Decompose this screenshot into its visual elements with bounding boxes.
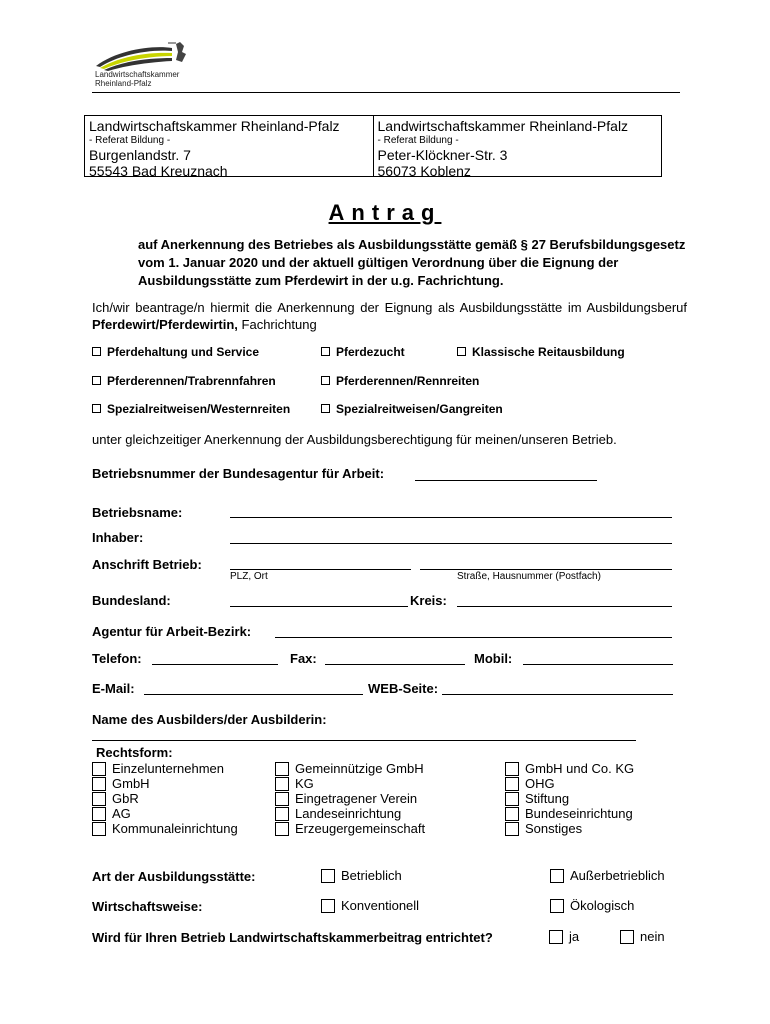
- rechtsform-option[interactable]: Eingetragener Verein: [275, 791, 425, 806]
- checkbox[interactable]: [549, 930, 563, 944]
- checkbox[interactable]: [275, 762, 289, 776]
- address-koblenz: Landwirtschaftskammer Rheinland-Pfalz - Referat Bildung - Peter-Klöckner-Str. 3 56073 Koblenz: [373, 116, 662, 176]
- address-bad-kreuznach: Landwirtschaftskammer Rheinland-Pfalz - Referat Bildung - Burgenlandstr. 7 55543 Bad Kreuznach: [89, 118, 340, 179]
- rechtsform-col-1: [92, 761, 238, 836]
- checkbox[interactable]: [92, 347, 101, 356]
- betriebsnummer-label: Betriebsnummer der Bundesagentur für Arbeit:: [92, 466, 385, 481]
- checkbox[interactable]: [505, 822, 519, 836]
- email-field[interactable]: [144, 694, 363, 695]
- rechtsform-option[interactable]: Bundeseinrichtung: [505, 806, 634, 821]
- rechtsform-col-3: [505, 761, 634, 836]
- strasse-field[interactable]: [420, 569, 672, 570]
- rechtsform-option[interactable]: Gemeinnützige GmbH: [275, 761, 425, 776]
- anschrift-label: Anschrift Betrieb:: [92, 557, 202, 572]
- rechtsform-option[interactable]: GmbH: [92, 776, 238, 791]
- betriebsname-field[interactable]: [230, 517, 672, 518]
- email-label: E-Mail:: [92, 681, 135, 696]
- agentur-field[interactable]: [275, 637, 672, 638]
- checkbox[interactable]: [505, 792, 519, 806]
- rechtsform-option[interactable]: Landeseinrichtung: [275, 806, 425, 821]
- rechtsform-option[interactable]: GbR: [92, 791, 238, 806]
- checkbox[interactable]: [550, 869, 564, 883]
- checkbox[interactable]: [321, 869, 335, 883]
- bundesland-label: Bundesland:: [92, 593, 171, 608]
- fax-field[interactable]: [325, 664, 465, 665]
- checkbox[interactable]: [321, 376, 330, 385]
- wirtschaft-option-konventionell[interactable]: Konventionell: [321, 898, 419, 914]
- checkbox[interactable]: [92, 792, 106, 806]
- art-option-ausserbetrieblich[interactable]: Außerbetrieblich: [550, 868, 665, 884]
- option-trabrennfahren[interactable]: Pferderennen/Trabrennfahren: [92, 374, 276, 388]
- intro-text: Ich/wir beantrage/n hiermit die Anerkennung der Eignung als Ausbildungsstätte im Ausbildungsberuf Pferdewirt/Pferdewirtin, Fachrichtung: [92, 300, 687, 332]
- option-rennreiten[interactable]: Pferderennen/Rennreiten: [321, 374, 479, 388]
- rechtsform-option[interactable]: KG: [275, 776, 425, 791]
- wirtschaft-label: Wirtschaftsweise:: [92, 899, 203, 914]
- checkbox[interactable]: [321, 347, 330, 356]
- checkbox[interactable]: [275, 822, 289, 836]
- header-divider: [92, 92, 680, 93]
- telefon-field[interactable]: [152, 664, 278, 665]
- checkbox[interactable]: [505, 807, 519, 821]
- wirtschaft-option-oekologisch[interactable]: Ökologisch: [550, 898, 634, 914]
- checkbox[interactable]: [92, 376, 101, 385]
- betriebsnummer-field[interactable]: [415, 480, 597, 481]
- rechtsform-col-2: [275, 761, 425, 836]
- checkbox[interactable]: [92, 807, 106, 821]
- bundesland-field[interactable]: [230, 606, 408, 607]
- betriebsname-label: Betriebsname:: [92, 505, 183, 520]
- checkbox[interactable]: [505, 762, 519, 776]
- web-label: WEB-Seite:: [368, 681, 439, 696]
- checkbox[interactable]: [275, 777, 289, 791]
- checkbox[interactable]: [275, 807, 289, 821]
- agentur-label: Agentur für Arbeit-Bezirk:: [92, 624, 252, 639]
- rechtsform-option[interactable]: Einzelunternehmen: [92, 761, 238, 776]
- checkbox[interactable]: [505, 777, 519, 791]
- ausbilder-field[interactable]: [92, 740, 636, 741]
- rechtsform-option[interactable]: GmbH und Co. KG: [505, 761, 634, 776]
- rechtsform-option[interactable]: Sonstiges: [505, 821, 634, 836]
- rechtsform-option[interactable]: Stiftung: [505, 791, 634, 806]
- rechtsform-option[interactable]: Erzeugergemeinschaft: [275, 821, 425, 836]
- plz-ort-field[interactable]: [230, 569, 411, 570]
- kreis-field[interactable]: [457, 606, 672, 607]
- subtitle: auf Anerkennung des Betriebes als Ausbildungsstätte gemäß § 27 Berufsbildungsgesetz vom 1. Januar 2020 und der aktuell gültigen Verordnung über die Eignung der Ausbildungsstätte zum Pferdewirt in der u.g. Fachrichtung.: [138, 237, 686, 288]
- strasse-caption: Straße, Hausnummer (Postfach): [457, 571, 601, 582]
- telefon-label: Telefon:: [92, 651, 142, 666]
- address-table: [84, 115, 662, 177]
- checkbox[interactable]: [275, 792, 289, 806]
- art-label: Art der Ausbildungsstätte:: [92, 869, 256, 884]
- kreis-label: Kreis:: [410, 593, 447, 608]
- checkbox[interactable]: [92, 404, 101, 413]
- rechtsform-option[interactable]: AG: [92, 806, 238, 821]
- beitrag-option-ja[interactable]: ja: [549, 929, 579, 945]
- option-pferdehaltung[interactable]: Pferdehaltung und Service: [92, 345, 259, 359]
- checkbox[interactable]: [321, 404, 330, 413]
- page-title: Antrag: [328, 200, 442, 225]
- rechtsform-option[interactable]: Kommunaleinrichtung: [92, 821, 238, 836]
- checkbox[interactable]: [457, 347, 466, 356]
- logo-text: Landwirtschaftskammer Rheinland-Pfalz: [95, 70, 180, 88]
- checkbox[interactable]: [92, 762, 106, 776]
- option-westernreiten[interactable]: Spezialreitweisen/Westernreiten: [92, 402, 290, 416]
- checkbox[interactable]: [620, 930, 634, 944]
- checkbox[interactable]: [550, 899, 564, 913]
- option-pferdezucht[interactable]: Pferdezucht: [321, 345, 405, 359]
- option-klassische-reitausbildung[interactable]: Klassische Reitausbildung: [457, 345, 625, 359]
- inhaber-field[interactable]: [230, 543, 672, 544]
- fax-label: Fax:: [290, 651, 317, 666]
- inhaber-label: Inhaber:: [92, 530, 144, 545]
- option-gangreiten[interactable]: Spezialreitweisen/Gangreiten: [321, 402, 503, 416]
- checkbox[interactable]: [92, 777, 106, 791]
- simultaneous-text: unter gleichzeitiger Anerkennung der Ausbildungsberechtigung für meinen/unseren Betrieb.: [92, 432, 617, 447]
- beitrag-option-nein[interactable]: nein: [620, 929, 665, 945]
- checkbox[interactable]: [92, 822, 106, 836]
- ausbilder-label: Name des Ausbilders/der Ausbilderin:: [92, 712, 327, 727]
- art-option-betrieblich[interactable]: Betrieblich: [321, 868, 402, 884]
- rechtsform-option[interactable]: OHG: [505, 776, 634, 791]
- web-field[interactable]: [442, 694, 673, 695]
- rechtsform-label: Rechtsform:: [96, 745, 173, 760]
- mobil-label: Mobil:: [474, 651, 513, 666]
- checkbox[interactable]: [321, 899, 335, 913]
- mobil-field[interactable]: [523, 664, 673, 665]
- plz-ort-caption: PLZ, Ort: [230, 571, 268, 582]
- beitrag-label: Wird für Ihren Betrieb Landwirtschaftskammerbeitrag entrichtet?: [92, 930, 493, 945]
